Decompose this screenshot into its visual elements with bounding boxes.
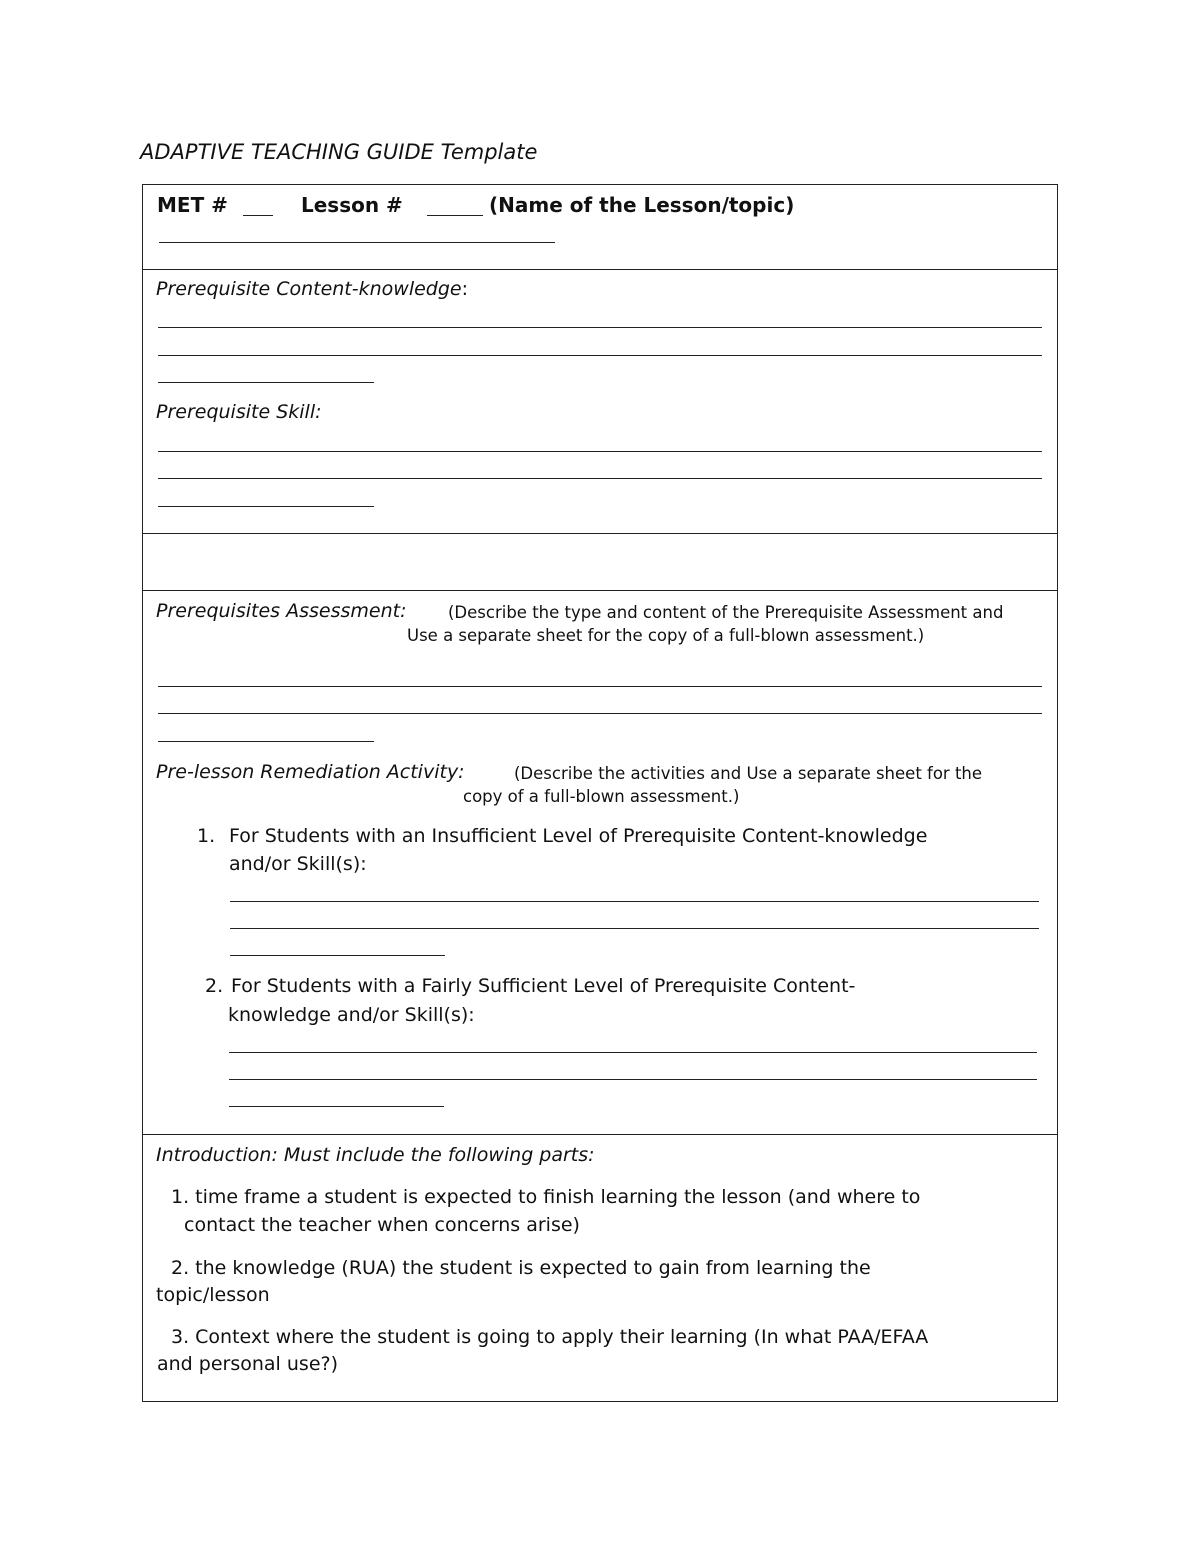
lesson-blank[interactable]	[427, 197, 483, 216]
met-blank[interactable]	[243, 197, 273, 216]
lesson-name-blank[interactable]	[159, 242, 555, 243]
introduction-item-2-line-1: 2. the knowledge (RUA) the student is expected to gain from learning the	[171, 1257, 871, 1279]
assessment-line-2[interactable]	[158, 713, 1042, 714]
remediation-label: Pre-lesson Remediation Activity:	[156, 761, 465, 783]
assessment-note-line-1: (Describe the type and content of the Prerequisite Assessment and	[448, 603, 1004, 622]
assessment-line-3[interactable]	[158, 741, 374, 742]
prerequisite-row	[143, 269, 1057, 533]
introduction-item-3-line-1: 3. Context where the student is going to apply their learning (In what PAA/EFAA	[171, 1326, 929, 1348]
empty-row[interactable]	[143, 533, 1057, 590]
lesson-label: Lesson #	[301, 193, 403, 217]
assessment-label: Prerequisites Assessment:	[156, 600, 407, 622]
header-row	[143, 185, 1057, 269]
skill-label: Prerequisite Skill:	[156, 401, 322, 423]
remediation-item-2-line-a[interactable]	[229, 1052, 1037, 1053]
remediation-item-2-line-2: knowledge and/or Skill(s):	[228, 1004, 475, 1026]
skill-line-2[interactable]	[158, 478, 1042, 479]
document-title: ADAPTIVE TEACHING GUIDE Template	[140, 140, 538, 164]
lesson-name-label: (Name of the Lesson/topic)	[489, 193, 795, 217]
introduction-item-2-line-2: topic/lesson	[156, 1284, 270, 1306]
skill-line-3[interactable]	[158, 506, 374, 507]
content-knowledge-label: Prerequisite Content-knowledge:	[156, 278, 469, 300]
remediation-note-line-2: copy of a full-blown assessment.)	[463, 787, 740, 806]
remediation-item-1-number: 1.	[197, 825, 216, 847]
remediation-item-2-line-b[interactable]	[229, 1079, 1037, 1080]
remediation-item-1-line-1: For Students with an Insufficient Level of Prerequisite Content-knowledge	[229, 825, 928, 847]
introduction-item-1-line-2: contact the teacher when concerns arise)	[184, 1214, 580, 1236]
assessment-row	[143, 590, 1057, 1134]
form-table	[142, 184, 1058, 1402]
assessment-line-1[interactable]	[158, 686, 1042, 687]
remediation-item-1-line-c[interactable]	[230, 955, 445, 956]
remediation-item-2-line-1: For Students with a Fairly Sufficient Level of Prerequisite Content-	[231, 975, 856, 997]
introduction-heading: Introduction: Must include the following parts:	[156, 1144, 595, 1166]
remediation-item-1-line-2: and/or Skill(s):	[229, 853, 367, 875]
met-label: MET #	[157, 193, 228, 217]
introduction-item-3-line-2: and personal use?)	[157, 1353, 339, 1375]
content-knowledge-line-3[interactable]	[158, 382, 374, 383]
remediation-item-1-line-a[interactable]	[230, 901, 1039, 902]
assessment-note-line-2: Use a separate sheet for the copy of a full-blown assessment.)	[407, 626, 925, 645]
content-knowledge-line-1[interactable]	[158, 327, 1042, 328]
remediation-item-1-line-b[interactable]	[230, 928, 1039, 929]
remediation-item-2-number: 2.	[205, 975, 224, 997]
content-knowledge-line-2[interactable]	[158, 355, 1042, 356]
remediation-item-2-line-c[interactable]	[229, 1106, 444, 1107]
skill-line-1[interactable]	[158, 451, 1042, 452]
remediation-note-line-1: (Describe the activities and Use a separate sheet for the	[514, 764, 983, 783]
introduction-item-1-line-1: 1. time frame a student is expected to finish learning the lesson (and where to	[171, 1186, 921, 1208]
introduction-row	[143, 1134, 1057, 1401]
